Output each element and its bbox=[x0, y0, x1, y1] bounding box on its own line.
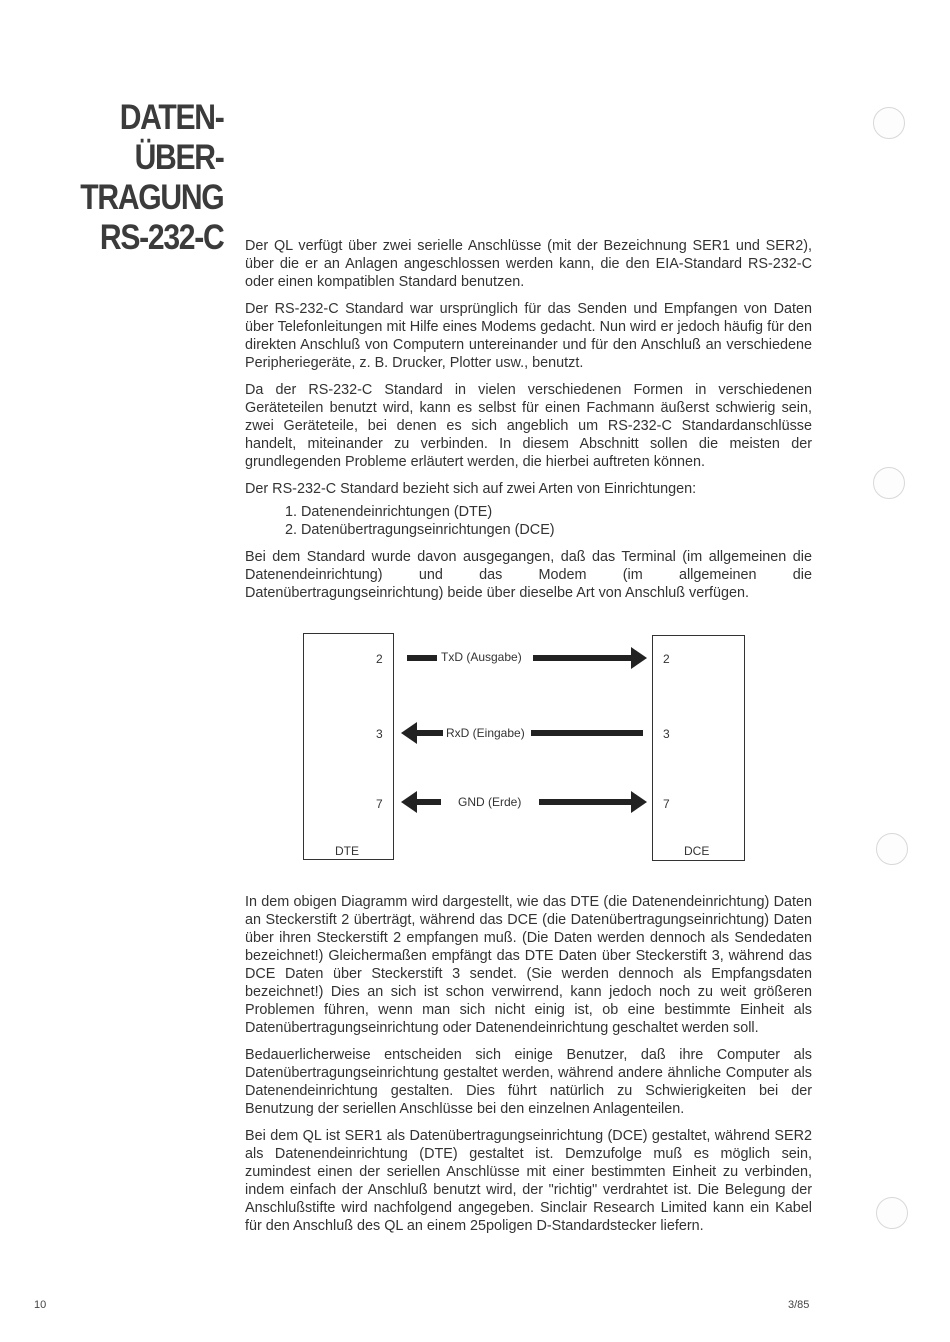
edition-date: 3/85 bbox=[788, 1299, 810, 1311]
gnd-arrow bbox=[401, 791, 647, 813]
dte-pin-2: 2 bbox=[376, 652, 383, 666]
device-type-list bbox=[285, 503, 812, 539]
heading-line-2: ÜBER- bbox=[134, 138, 223, 177]
rxd-label: RxD (Eingabe) bbox=[446, 726, 525, 740]
dce-label: DCE bbox=[684, 844, 710, 858]
paragraph: Bei dem QL ist SER1 als Datenübertragungseinrichtung (DCE) gestaltet, während SER2 als Datenendeinrichtung (DTE) gestaltet ist. Demzufolge muß es möglich sein, zumindest einen der seriellen Anschlüsse mit einer bestimmten Einheit zu verbinden, indem einfach der Anschluß benutzt wird, der "richtig" verdrahtet ist. Die Belegung der Anschlußstifte wird nachfolgend angegeben. Sinclair Research Limited kann ein Kabel für den Anschluß des QL an einem 25poligen D-Standardstecker liefern. bbox=[245, 1128, 812, 1234]
gnd-label: GND (Erde) bbox=[458, 795, 522, 809]
dte-pin-3: 3 bbox=[376, 727, 383, 741]
section-heading bbox=[80, 98, 223, 258]
paragraph: Der QL verfügt über zwei serielle Anschlüsse (mit der Bezeichnung SER1 und SER2), über die er an Anlagen angeschlossen werden kann, die den EIA-Standard RS-232-C oder einen kompatiblen Standard benutzen. bbox=[245, 238, 812, 290]
rs232-connection-diagram bbox=[303, 633, 745, 861]
txd-label: TxD (Ausgabe) bbox=[441, 650, 522, 664]
dte-pin-7: 7 bbox=[376, 797, 383, 811]
intro-text bbox=[245, 237, 812, 611]
list-item: 1. Datenendeinrichtungen (DTE) bbox=[285, 504, 493, 520]
dce-pin-7: 7 bbox=[663, 797, 670, 811]
dce-pin-2: 2 bbox=[663, 652, 670, 666]
paragraph: Bei dem Standard wurde davon ausgegangen, daß das Terminal (im allgemeinen die Datenendeinrichtung) und das Modem (im allgemeinen die Datenübertragungseinrichtung) beide über dieselbe Art von Anschluß verfügen. bbox=[245, 549, 812, 601]
binder-hole-2 bbox=[873, 467, 905, 499]
binder-hole-1 bbox=[873, 107, 905, 139]
signal-arrows bbox=[303, 633, 745, 861]
page-number: 10 bbox=[34, 1299, 47, 1311]
binder-hole-3 bbox=[876, 833, 908, 865]
paragraph: Bedauerlicherweise entscheiden sich einige Benutzer, daß ihre Computer als Datenübertragungseinrichtung gestaltet werden, während andere ähnliche Computer als Datenendeinrichtung gestalten. Dies führt natürlich zu Schwierigkeiten bei der Benutzung der seriellen Anschlüsse bei den einzelnen Anlagenteilen. bbox=[245, 1047, 812, 1117]
heading-line-3: TRAGUNG bbox=[79, 178, 223, 217]
dce-pin-3: 3 bbox=[663, 727, 670, 741]
list-item: 2. Datenübertragungseinrichtungen (DCE) bbox=[285, 522, 555, 538]
heading-line-1: DATEN- bbox=[119, 98, 223, 137]
paragraph: Der RS-232-C Standard bezieht sich auf zwei Arten von Einrichtungen: bbox=[245, 481, 697, 497]
paragraph: In dem obigen Diagramm wird dargestellt, wie das DTE (die Datenendeinrichtung) Daten an Steckerstift 2 überträgt, während das DCE (die Datenübertragungseinrichtung) Daten über ihren Steckerstift 2 empfangen muß. (Die Daten werden dennoch als Sendedaten bezeichnet!) Gleichermaßen empfängt das DTE Daten über Steckerstift 3, während das DCE Daten über Steckerstift 3 sendet. (Sie werden dennoch als Empfangsdaten bezeichnet!) Dies an sich ist schon verwirrend, kann jedoch noch zu weit größeren Problemen führen, wenn man sich nicht einig ist, ob eine bestimmte Einheit als Datenübertragungseinrichtung oder Datenendeinrichtung geschaltet werden soll. bbox=[245, 894, 812, 1036]
binder-hole-4 bbox=[876, 1197, 908, 1229]
paragraph: Der RS-232-C Standard war ursprünglich für das Senden und Empfangen von Daten über Telefonleitungen mit Hilfe eines Modems gedacht. Nun wird er jedoch häufig für den direkten Anschluß von Computern untereinander und für den Anschluß an verschiedene Peripheriegeräte, z. B. Drucker, Plotter usw., benutzt. bbox=[245, 301, 812, 371]
paragraph: Da der RS-232-C Standard in vielen verschiedenen Formen in verschiedenen Geräteteilen benutzt wird, kann es selbst für einen Fachmann äußerst schwierig sein, zwei Geräteteile, bei denen es sich angeblich um RS-232-C Standardanschlüsse handelt, miteinander zu verbinden. In diesem Abschnitt sollen die meisten der grundlegenden Probleme erläutert werden, die hierbei auftreten können. bbox=[245, 382, 812, 470]
heading-line-4: RS-232-C bbox=[99, 218, 223, 257]
explanation-text bbox=[245, 893, 812, 1244]
dte-label: DTE bbox=[335, 844, 359, 858]
